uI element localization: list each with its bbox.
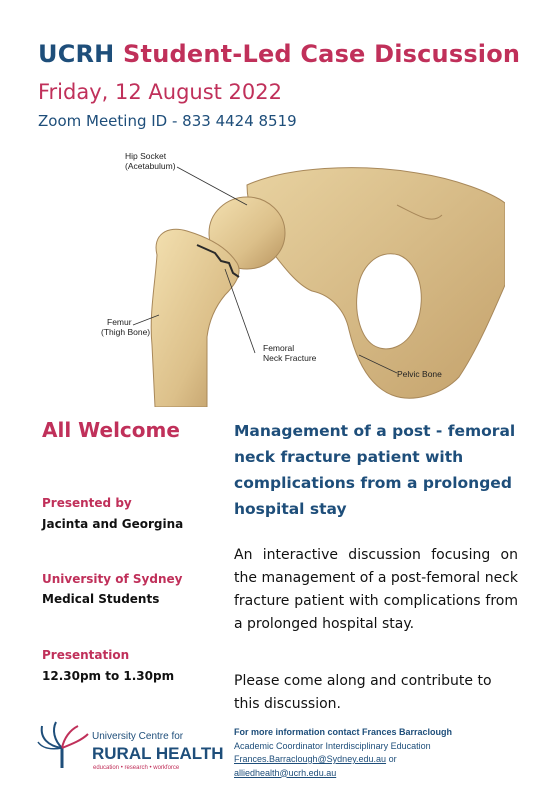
label-thigh-bone: (Thigh Bone) [101, 327, 151, 337]
hip-fracture-illustration [97, 145, 505, 407]
contact-email-2[interactable]: alliedhealth@ucrh.edu.au [234, 767, 337, 778]
contact-block [234, 726, 452, 780]
university-label: University of Sydney [42, 572, 183, 586]
title-event: Student-Led Case Discussion [123, 40, 521, 68]
university-value: Medical Students [42, 592, 160, 606]
ucrh-logo-icon [36, 718, 92, 770]
topic-heading: Management of a post - femoral neck fracture patient with complications from a prolonged hospital stay [234, 422, 516, 518]
page-title [38, 40, 520, 68]
invite-text: Please come along and contribute to this discussion. [234, 673, 492, 712]
label-neck-fracture: Neck Fracture [263, 353, 317, 363]
label-acetabulum: (Acetabulum) [125, 161, 176, 171]
label-hip-socket: Hip Socket [125, 151, 167, 161]
presentation-value: 12.30pm to 1.30pm [42, 669, 175, 683]
description-text: An interactive discussion focusing on the management of a post-femoral neck fracture patient with complications from a prolonged hospital stay. [234, 547, 518, 632]
logo-line-2: RURAL HEALTH [92, 744, 224, 763]
contact-lead: For more information contact Frances Barraclough [234, 727, 453, 737]
contact-role: Academic Coordinator Interdisciplinary Education [234, 740, 431, 751]
event-date: Friday, 12 August 2022 [38, 80, 283, 104]
logo-tagline: education • research • workforce [93, 765, 180, 771]
presentation-label: Presentation [42, 648, 130, 662]
zoom-meeting-id: Zoom Meeting ID - 833 4424 8519 [38, 112, 297, 130]
presented-label: Presented by [42, 496, 132, 510]
label-femur: Femur [107, 317, 132, 327]
presented-value: Jacinta and Georgina [42, 517, 184, 531]
label-femoral: Femoral [263, 343, 295, 353]
logo-line-1: University Centre for [92, 731, 184, 742]
contact-or: or [388, 754, 397, 764]
welcome-heading: All Welcome [42, 418, 180, 442]
title-org: UCRH [38, 40, 115, 68]
contact-email-1[interactable]: Frances.Barraclough@Sydney.edu.au [234, 754, 387, 764]
label-pelvic-bone: Pelvic Bone [397, 369, 442, 379]
